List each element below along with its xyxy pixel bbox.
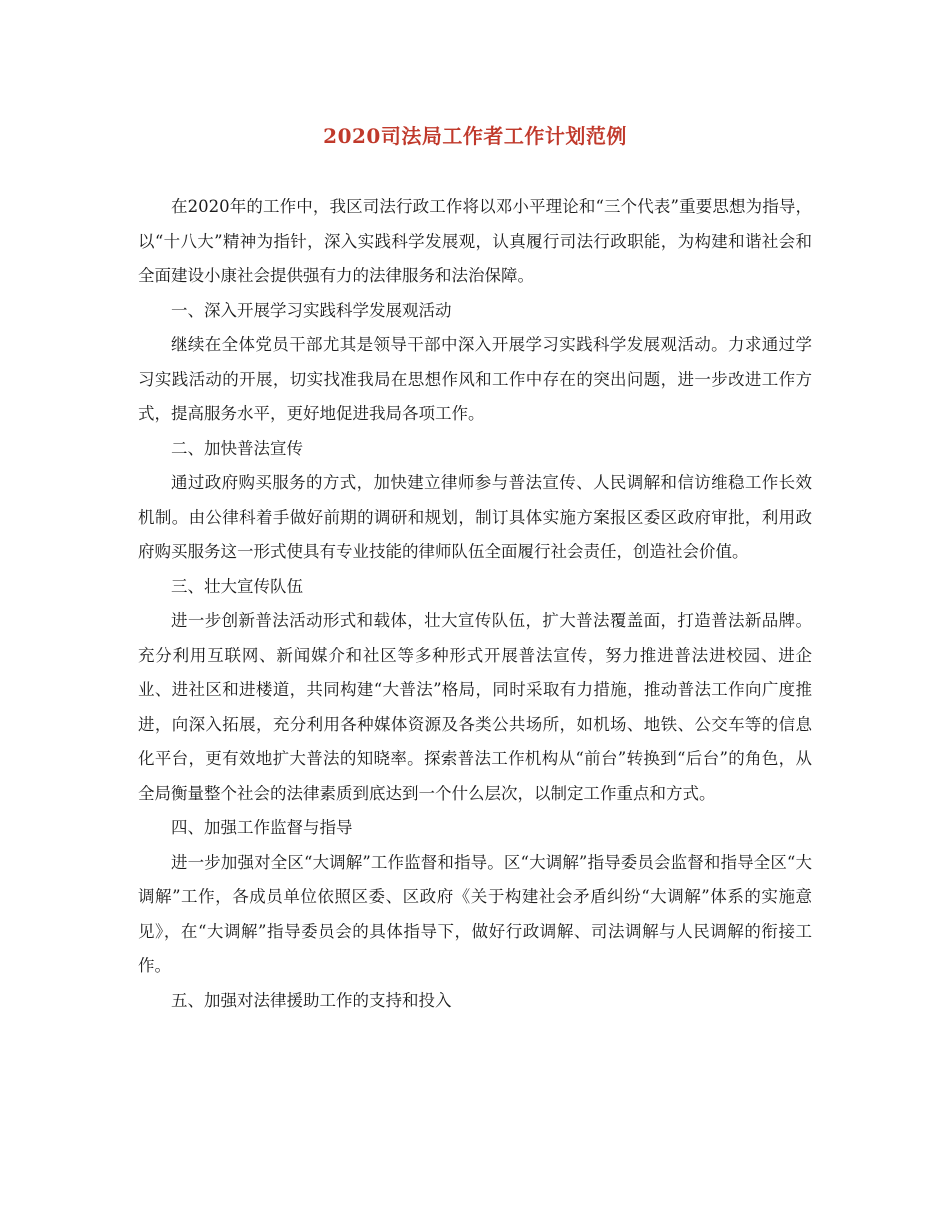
section-heading: 一、深入开展学习实践科学发展观活动 bbox=[171, 300, 452, 320]
body-paragraph: 继续在全体党员干部尤其是领导干部中深入开展学习实践科学发展观活动。力求通过学习实践活动的开展，切实找准我局在思想作风和工作中存在的突出问题，进一步改进工作方式，提高服务水平，更好地促进我局各项工作。 bbox=[138, 335, 812, 423]
body-paragraph: 在2020年的工作中，我区司法行政工作将以邓小平理论和“三个代表”重要思想为指导，以“十八大”精神为指针，深入实践科学发展观，认真履行司法行政职能，为构建和谐社会和全面建设小康社会提供强有力的法律服务和法治保障。 bbox=[138, 197, 812, 285]
body-paragraph: 进一步创新普法活动形式和载体，壮大宣传队伍，扩大普法覆盖面，打造普法新品牌。充分利用互联网、新闻媒介和社区等多种形式开展普法宣传，努力推进普法进校园、进企业、进社区和进楼道，共同构建“大普法”格局，同时采取有力措施，推动普法工作向广度推进，向深入拓展，充分利用各种媒体资源及各类公共场所，如机场、地铁、公交车等的信息化平台，更有效地扩大普法的知晓率。探索普法工作机构从“前台”转换到“后台”的角色，从全局衡量整个社会的法律素质到底达到一个什么层次，以制定工作重点和方式。 bbox=[138, 611, 812, 803]
section-heading: 二、加快普法宣传 bbox=[171, 438, 303, 458]
section-heading: 五、加强对法律援助工作的支持和投入 bbox=[171, 990, 452, 1010]
body-paragraph: 通过政府购买服务的方式，加快建立律师参与普法宣传、人民调解和信访维稳工作长效机制。由公律科着手做好前期的调研和规划，制订具体实施方案报区委区政府审批，利用政府购买服务这一形式使具有专业技能的律师队伍全面履行社会责任，创造社会价值。 bbox=[138, 473, 812, 561]
section-heading: 三、壮大宣传队伍 bbox=[171, 576, 303, 596]
section-heading: 四、加强工作监督与指导 bbox=[171, 818, 353, 837]
document-title: 2020司法局工作者工作计划范例 bbox=[323, 124, 627, 148]
document-body bbox=[138, 190, 812, 1018]
body-paragraph: 进一步加强对全区“大调解”工作监督和指导。区“大调解”指导委员会监督和指导全区“大调解”工作，各成员单位依照区委、区政府《关于构建社会矛盾纠纷“大调解”体系的实施意见》，在“大调解”指导委员会的具体指导下，做好行政调解、司法调解与人民调解的衔接工作。 bbox=[138, 852, 812, 975]
